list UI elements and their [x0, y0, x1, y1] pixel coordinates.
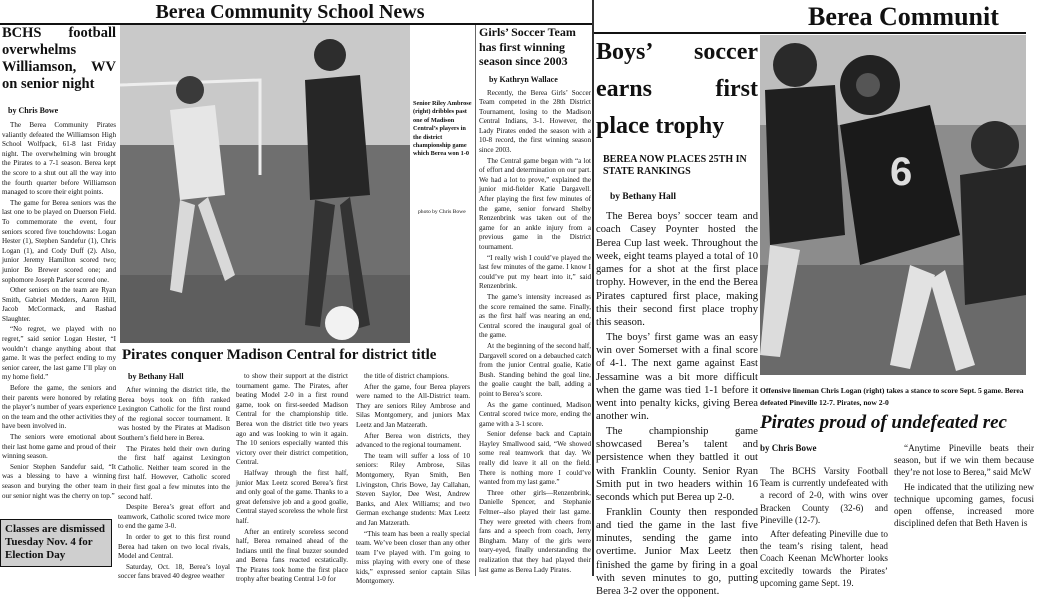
paragraph: The Central game began with “a lot of effort and determination on our part. We had a lot to prove,” explained the junior mid-fielder Katie Dargavell. After playing the first few minutes of the game, senior forward Shelby Renzenbrink was taken out of the game for an ankle injury from a previous game in the District tournament.: [479, 156, 591, 251]
boys-soccer-article: [596, 34, 758, 598]
soccer-photo-illustration: [120, 25, 410, 343]
column-divider: [475, 25, 476, 576]
paragraph: After defeating Pineville due to the team’s rising talent, head Coach Keenan McWhorter looks excitedly towards the Pirates’ upcoming game Sept. 19.: [760, 529, 888, 588]
madison-byline: by Bethany Hall: [128, 372, 184, 381]
boys-headline: Boys’ soccer earns first place trophy: [596, 39, 758, 139]
paragraph: At the beginning of the second half, Dargavell scored on a debauched catch from the junior Central goalie, Katie Bush. Standing behind the goal line, the goalie caught the ball, adding a point to Berea’s score.: [479, 341, 591, 398]
madison-column-1: [118, 386, 230, 581]
madison-column-2: [236, 372, 348, 584]
photo-credit: photo by Chris Bowe: [418, 209, 466, 215]
paragraph: Despite Berea’s great effort and teamwork, Catholic scored twice more to end the game 3-0.: [118, 503, 230, 531]
pirates-column-1: [760, 465, 888, 588]
paragraph: Other seniors on the team are Ryan Smith, Gabriel Medders, Aaron Hill, Jacob McCormack, and Rashad Slaughter.: [2, 286, 116, 323]
right-newspaper-page: [592, 0, 1034, 598]
football-byline: by Chris Bowe: [8, 106, 59, 115]
football-body: [2, 121, 116, 501]
paragraph: Three other girls—Renzenbrink, Danielle Spencer, and Stephanie Feltner--also played their last game. They were greeted with cheers from fans and a speech from coach, Jerry Bingham. Many of the girls were teary-eyed, finally understanding the realization that they had played their last game as Berea Lady Pirates.: [479, 488, 591, 574]
madison-column-3: [356, 372, 470, 586]
paragraph: The seniors were emotional about their last home game and proud of their winning season.: [2, 433, 116, 461]
paragraph: The team will suffer a loss of 10 seniors: Riley Ambrose, Silas Montgomery, Ryan Smith, Ben Livingston, Chris Bowe, Jay Callahan, Steven Saylor, Dee West, Andrew Banks, and Alex Williams; and two German exchange students: Max Leetz and Jan Matzerath.: [356, 451, 470, 527]
masthead: Berea Community School News: [155, 1, 425, 23]
paragraph: Saturday, Oct. 18, Berea’s loyal soccer fans braved 40 degree weather: [118, 562, 230, 581]
paragraph: “This team has been a really special team. We’ve been closer than any other team I’ve played with. I’m going to miss playing with every one of these kids,” expressed senior captain Silas Montgomery.: [356, 529, 470, 586]
election-day-notice: Classes are dismissed Tuesday Nov. 4 for Election Day: [0, 519, 112, 567]
madison-headline: Pirates conquer Madison Central for district title: [122, 347, 437, 363]
paragraph: Franklin County then responded and tied the game in the last five minutes, sending the game into overtime. Junior Max Leetz then finished the game by firing in a goal with seven minutes to go, putting Berea 3-2 over the opponent.: [596, 506, 758, 598]
paragraph: After the game, four Berea players were named to the All-District team. They are seniors Riley Ambrose and Silas Montgomery, and juniors Max Leetz and Jan Matzerath.: [356, 382, 470, 429]
paragraph: Senior defense back and Captain Hayley Smallwood said, “We showed some real teamwork that day. We really did leave it all on the field. There is nothing more I could’ve wanted from my last game.”: [479, 430, 591, 487]
paragraph: to show their support at the district tournament game. The Pirates, after beating Model 2-0 in a first round game, took on first-seeded Madison Central for the championship title. Berea won the district title two years ago and was looking to win it again. The 10 seniors especially wanted this victory over their district competition, Central.: [236, 372, 348, 467]
pirates-headline: Pirates proud of undefeated rec: [760, 412, 1007, 433]
football-photo-caption: Offensive lineman Chris Logan (right) takes a stance to score Sept. 5 game. Berea defeated Pineville 12-7. Pirates, now 2-0: [760, 386, 1024, 407]
soccer-photo: [120, 25, 410, 343]
football-article: [2, 25, 116, 520]
paragraph: The Pirates held their own during the first half against Lexington Catholic. Neither team scored in the first half. However, Catholic scored their first goal a few minutes into the second half.: [118, 444, 230, 501]
paragraph: After an entirely scoreless second half, Berea remained ahead of the Indians until the final buzzer sounded and Berea fans reacted ecstatically. The Pirates took home the first place trophy after beating Central 1-0 for: [236, 527, 348, 584]
paragraph: Before the game, the seniors and their parents were honored by relating the player’s number of years experience on the team and the other activities they have been involved in.: [2, 384, 116, 431]
paragraph: The game’s intensity increased as the score remained the same. Finally, as the first half was nearing an end, Central scored the inaugural goal of the game.: [479, 292, 591, 340]
paragraph: The championship game showcased Berea’s talent and persistence when they battled it out with Franklin County. Senior Ryan Smith put in two headers within 16 seconds which put Berea up 2-0.: [596, 425, 758, 504]
pirates-column-2: [894, 442, 1034, 576]
paragraph: The Berea boys’ soccer team and coach Casey Poynter hosted the Berea Cup last week. Throughout the week, eight teams played a total of 10 games for a shot at the first place trophy. However, in the end the Berea Pirates captured first place, making this their second first place trophy this season.: [596, 211, 758, 329]
boys-body: [596, 210, 758, 599]
paragraph: “I really wish I could’ve played the last few minutes of the game. I know I could’ve put my heart into it,” said Renzenbrink.: [479, 253, 591, 291]
boys-subhead: BEREA NOW PLACES 25TH IN STATE RANKINGS: [603, 154, 747, 177]
football-headline: BCHS football overwhelms Williamson, WV on senior night: [2, 25, 116, 92]
paragraph: He indicated that the utilizing new technique upcoming games, focusi open offense, increased more disciplined defen that Beth Haven is: [894, 481, 1034, 529]
boys-byline: by Bethany Hall: [610, 192, 676, 202]
football-photo: [760, 35, 1026, 375]
paragraph: After Berea won districts, they advanced to the regional tournament.: [356, 431, 470, 450]
girls-headline: Girls’ Soccer Team has first winning season since 2003: [479, 25, 576, 68]
paragraph: Recently, the Berea Girls’ Soccer Team competed in the 28th District Tournament, losing to the Madison Central Indians, 3-1. However, the Lady Pirates ended the season with a 10-8 record, the first winning season since 2003.: [479, 88, 591, 155]
masthead-right: Berea Communit: [808, 2, 999, 31]
paragraph: “Anytime Pineville beats their season, but if we win them because they’re not lose to Berea,” said McW: [894, 443, 1034, 478]
paragraph: The game for Berea seniors was the last one to be played on Duerson Field. To commemorate the event, four seniors scored five touchdowns: Logan Hester (1), Stephen Sandefur (1), Chris Logan (1), and Cody Duff (2). Also, junior Jeremy Hamilton scored two; junior Bo Brewer scored one; and sophomore Joseph Parker scored one.: [2, 198, 116, 284]
pirates-byline: by Chris Bowe: [760, 443, 817, 453]
paragraph: As the game continued, Madison Central scored twice more, ending the game with a 3-1 score.: [479, 400, 591, 428]
svg-text:6: 6: [890, 150, 913, 194]
football-photo-illustration: [760, 35, 1026, 375]
paragraph: the title of district champions.: [364, 372, 449, 380]
paragraph: Halfway through the first half, junior Max Leetz scored Berea’s first and only goal of the game. Thanks to a great defensive job and a good goalie, Central stayed scoreless the whole first half.: [236, 468, 348, 525]
girls-byline: by Kathryn Wallace: [489, 74, 558, 84]
girls-soccer-article: [479, 25, 591, 576]
paragraph: The BCHS Varsity Football Team is currently undefeated with a record of 2-0, with wins over Bracken County (32-6) and Pineville (12-7).: [760, 466, 888, 525]
paragraph: In order to get to this first round Berea had taken on two local rivals, Model and Central.: [118, 532, 230, 561]
paragraph: The boys’ first game was an easy win over Somerset with a final score of 4-1. The next game against East Jessamine was a bit more difficult when the game was tied 1-1 before it went into penalty kicks, giving Berea another win.: [596, 331, 758, 423]
paragraph: The Berea Community Pirates valiantly defeated the Williamson High School Wolfpack, 61-8 last Friday night. The overwhelming win brought the Pirates to a 7-1 season. Berea kept the score to a shut out all the way into the fourth quarter before Williamson managed to score their eight points.: [2, 121, 116, 197]
paragraph: “No regret, we played with no regret,” said senior Logan Hester, “I wouldn’t change anything about that game. It was the perfect ending to my senior career, the last game I’ll play on my home field.”: [2, 325, 116, 382]
paragraph: After winning the district title, the Berea boys took on fifth ranked Lexington Catholic for the first round of the regional soccer tournament. It was hosted by the Pirates at Madison Southern’s field here in Berea.: [118, 386, 230, 442]
girls-body: [479, 89, 591, 576]
paragraph: Senior Stephen Sandefur said, “It was a blessing to have a winning season and burying the other team in our senior night was the cherry on top.”: [2, 462, 116, 500]
soccer-photo-caption: Senior Riley Ambrose (right) dribbles past one of Madison Central’s players in the district championship game which Berea won 1-0: [413, 100, 472, 158]
